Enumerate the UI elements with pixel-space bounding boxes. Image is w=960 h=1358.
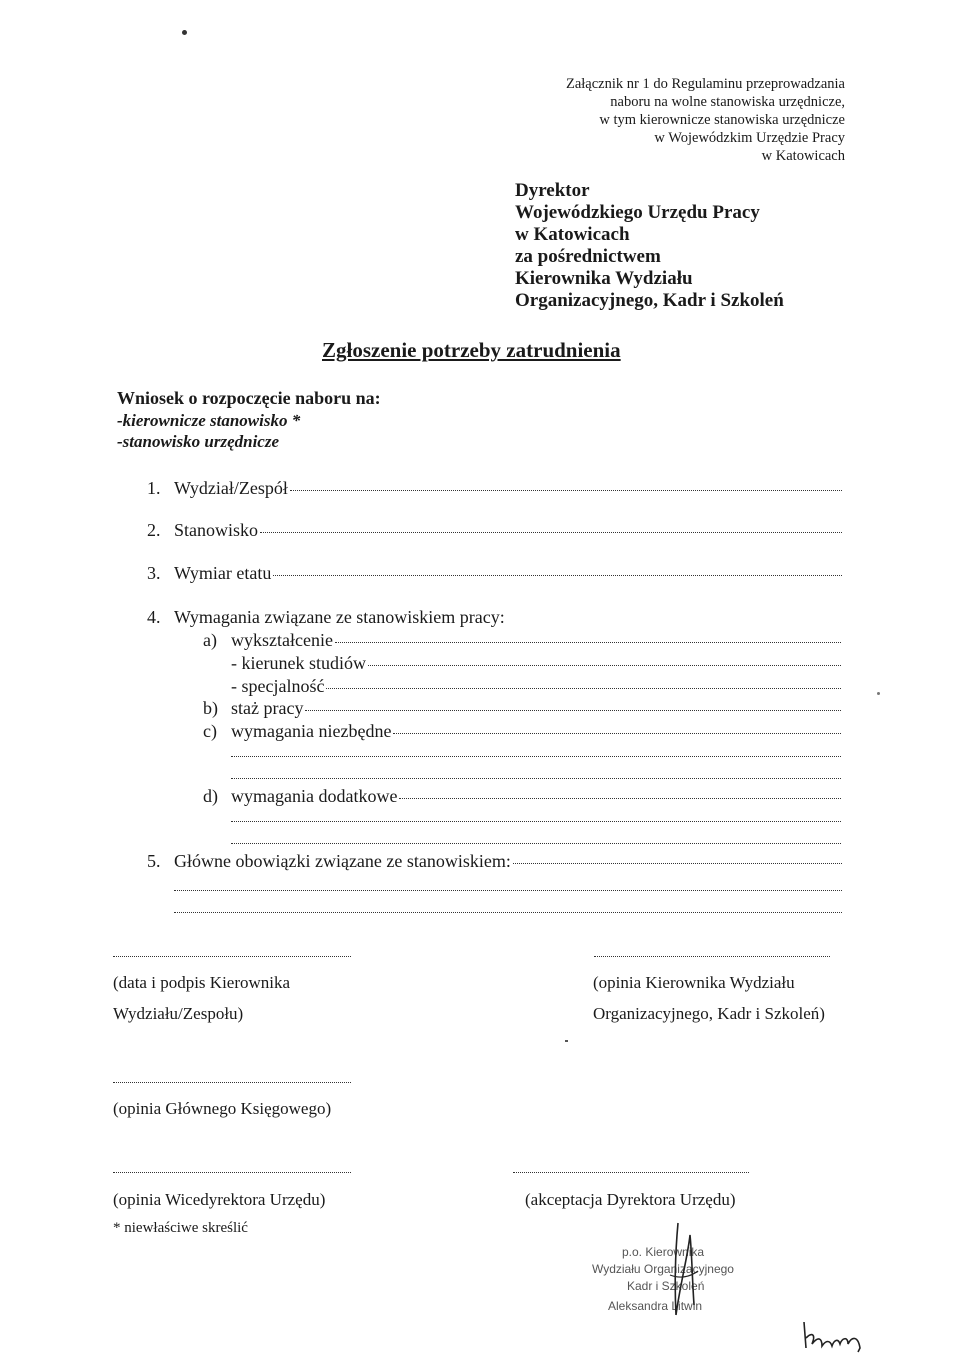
- additional-qualifications-line-2[interactable]: [231, 820, 841, 822]
- work-experience-field[interactable]: [231, 698, 841, 719]
- item-2-number: 2.: [147, 520, 161, 540]
- manager-signature-line[interactable]: [113, 955, 351, 957]
- hr-head-opinion-caption-2: Organizacyjnego, Kadr i Szkoleń): [593, 1004, 825, 1023]
- request-heading: Wniosek o rozpoczęcie naboru na:: [117, 388, 381, 408]
- main-duties-label: Główne obowiązki związane ze stanowiskiem:: [174, 851, 511, 871]
- item-2-field[interactable]: [174, 520, 842, 541]
- item-1-field[interactable]: [174, 478, 842, 499]
- item-3-number: 3.: [147, 563, 161, 583]
- addressee-line-3: w Katowicach: [515, 224, 630, 245]
- director-acceptance-line[interactable]: [513, 1171, 749, 1173]
- item-4a-letter: a): [203, 630, 217, 650]
- stamp-line-2: Wydziału Organizacyjnego: [592, 1262, 734, 1276]
- stamp-line-1: p.o. Kierownika: [622, 1245, 705, 1259]
- attachment-note-line-2: naboru na wolne stanowiska urzędnicze,: [610, 94, 845, 110]
- request-option-managerial: -kierownicze stanowisko *: [117, 411, 301, 430]
- item-1-label: Wydział/Zespół: [174, 478, 288, 498]
- item-3-label: Wymiar etatu: [174, 563, 272, 583]
- handwritten-signature-icon: [640, 1215, 730, 1325]
- hr-head-opinion-caption-1: (opinia Kierownika Wydziału: [593, 973, 795, 992]
- additional-qualifications-label: wymagania dodatkowe: [231, 786, 398, 806]
- stamp-line-3: Kadr i Szkoleń: [627, 1279, 705, 1293]
- required-qualifications-line-3[interactable]: [231, 777, 841, 779]
- field-of-study-field[interactable]: [231, 653, 841, 674]
- deputy-director-opinion-line[interactable]: [113, 1171, 351, 1173]
- item-4b-letter: b): [203, 698, 218, 718]
- director-acceptance-caption: (akceptacja Dyrektora Urzędu): [525, 1190, 736, 1209]
- specialization-field[interactable]: [231, 676, 841, 697]
- initials-icon: [800, 1318, 870, 1354]
- addressee-line-2: Wojewódzkiego Urzędu Pracy: [515, 202, 760, 223]
- stamp-line-4: Aleksandra Litwin: [608, 1299, 703, 1313]
- attachment-note-line-5: w Katowicach: [761, 148, 845, 164]
- additional-qualifications-field[interactable]: [231, 786, 841, 807]
- education-label: wykształcenie: [231, 630, 333, 650]
- specialization-label: - specjalność: [231, 676, 325, 696]
- required-qualifications-line-2[interactable]: [231, 755, 841, 757]
- request-option-clerical: -stanowisko urzędnicze: [117, 432, 279, 451]
- footnote: * niewłaściwe skreślić: [113, 1220, 248, 1236]
- item-1-number: 1.: [147, 478, 161, 498]
- scan-speck-right: [877, 692, 880, 695]
- main-duties-line-2[interactable]: [174, 889, 842, 891]
- work-experience-label: staż pracy: [231, 698, 304, 718]
- additional-qualifications-line-3[interactable]: [231, 842, 841, 844]
- item-3-field[interactable]: [174, 563, 842, 584]
- attachment-note-line-3: w tym kierownicze stanowiska urzędnicze: [599, 112, 845, 128]
- chief-accountant-opinion-caption: (opinia Głównego Księgowego): [113, 1099, 332, 1118]
- attachment-note-line-4: w Wojewódzkim Urzędzie Pracy: [654, 130, 845, 146]
- field-of-study-label: - kierunek studiów: [231, 653, 366, 673]
- main-duties-field[interactable]: [174, 851, 842, 872]
- deputy-director-opinion-caption: (opinia Wicedyrektora Urzędu): [113, 1190, 326, 1209]
- addressee-line-5: Kierownika Wydziału: [515, 268, 693, 289]
- manager-signature-caption-2: Wydziału/Zespołu): [113, 1004, 244, 1023]
- item-4c-letter: c): [203, 721, 217, 741]
- item-4-number: 4.: [147, 607, 161, 627]
- addressee-line-4: za pośrednictwem: [515, 246, 661, 267]
- manager-signature-caption-1: (data i podpis Kierownika: [113, 973, 291, 992]
- education-field[interactable]: [231, 630, 841, 651]
- item-5-number: 5.: [147, 851, 161, 871]
- hr-head-opinion-line[interactable]: [594, 955, 830, 957]
- required-qualifications-label: wymagania niezbędne: [231, 721, 392, 741]
- required-qualifications-field[interactable]: [231, 721, 841, 742]
- item-2-label: Stanowisko: [174, 520, 259, 540]
- item-4d-letter: d): [203, 786, 218, 806]
- attachment-note-line-1: Załącznik nr 1 do Regulaminu przeprowadzania: [565, 76, 845, 92]
- addressee-line-6: Organizacyjnego, Kadr i Szkoleń: [515, 290, 784, 311]
- main-duties-line-3[interactable]: [174, 911, 842, 913]
- chief-accountant-opinion-line[interactable]: [113, 1081, 351, 1083]
- scan-speck: [182, 30, 187, 35]
- item-4-label: Wymagania związane ze stanowiskiem pracy:: [174, 607, 505, 627]
- document-title: Zgłoszenie potrzeby zatrudnienia: [322, 338, 621, 362]
- addressee-line-1: Dyrektor: [515, 180, 590, 201]
- scan-speck-bottom: [565, 1040, 568, 1042]
